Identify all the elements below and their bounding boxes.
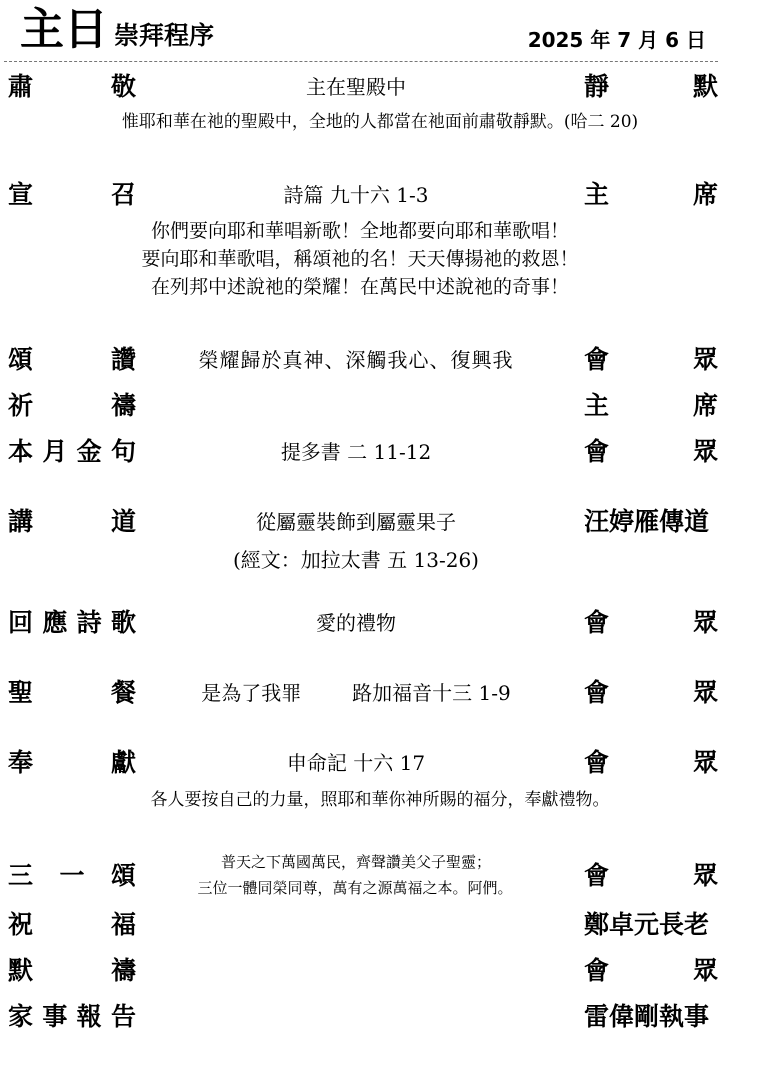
item-label: 聖 餐 — [8, 678, 136, 707]
item-role: 鄭卓元長老 — [584, 910, 710, 939]
item-content: 是為了我罪 路加福音十三 1-9 — [201, 681, 511, 705]
page-subtitle: 崇拜程序 — [114, 21, 215, 50]
item-content: 榮耀歸於真神、深觸我心、復興我 — [198, 348, 514, 372]
item-label: 宣 召 — [8, 180, 136, 209]
item-content: 申命記 十六 17 — [286, 751, 426, 775]
item-role: 會 眾 — [584, 345, 718, 374]
item-label: 頌 讚 — [8, 345, 136, 374]
item-label: 默 禱 — [8, 956, 136, 985]
item-label: 本 月 金 句 — [8, 437, 136, 466]
item-content: 提多書 二 11-12 — [280, 440, 432, 464]
item-role: 會 眾 — [584, 956, 718, 985]
item-role: 靜 默 — [584, 72, 718, 101]
item-role: 會 眾 — [584, 678, 718, 707]
item-role: 會 眾 — [584, 608, 718, 637]
scripture-note: 惟耶和華在祂的聖殿中，全地的人都當在祂面前肅敬靜默。(哈二 20) — [121, 112, 639, 132]
item-role: 主 席 — [584, 391, 718, 420]
item-role: 會 眾 — [584, 437, 718, 466]
item-role: 會 眾 — [584, 861, 718, 890]
item-label: 講 道 — [8, 507, 136, 536]
item-label: 肅 敬 — [8, 72, 136, 101]
verse-line: 你們要向耶和華唱新歌！全地都要向耶和華歌唱！ — [150, 220, 569, 242]
item-content: 愛的禮物 — [316, 611, 396, 635]
item-label: 祝 福 — [8, 910, 136, 939]
item-label: 奉 獻 — [8, 748, 136, 777]
verse-line: 在列邦中述說祂的榮耀！在萬民中述說祂的奇事！ — [150, 276, 569, 298]
item-content: 主在聖殿中 — [306, 75, 406, 99]
verse-line: 要向耶和華歌唱，稱頌祂的名！天天傳揚祂的救恩！ — [141, 248, 579, 270]
service-date: 2025 年 7 月 6 日 — [527, 28, 706, 52]
item-content: 詩篇 九十六 1-3 — [283, 183, 429, 207]
sermon-scripture: (經文：加拉太書 五 13-26) — [233, 548, 479, 572]
item-role: 主 席 — [584, 180, 718, 209]
preacher-name: 汪婷雁傳道 — [584, 507, 710, 536]
sermon-title: 從屬靈裝飾到屬靈果子 — [256, 510, 456, 534]
item-label: 三 一 頌 — [8, 861, 136, 890]
header-divider — [4, 61, 718, 62]
item-label: 祈 禱 — [8, 391, 136, 420]
item-label: 家 事 報 告 — [8, 1002, 136, 1031]
doxology-line: 普天之下萬國萬民，齊聲讚美父子聖靈； — [220, 853, 491, 871]
doxology-line: 三位一體同榮同尊，萬有之源萬福之本。阿們。 — [197, 879, 513, 897]
item-role: 雷偉剛執事 — [584, 1002, 710, 1031]
item-label: 回 應 詩 歌 — [8, 608, 136, 637]
scripture-note: 各人要按自己的力量，照耶和華你神所賜的福分，奉獻禮物。 — [150, 790, 610, 810]
page-title: 主日 — [20, 4, 108, 55]
item-role: 會 眾 — [584, 748, 718, 777]
